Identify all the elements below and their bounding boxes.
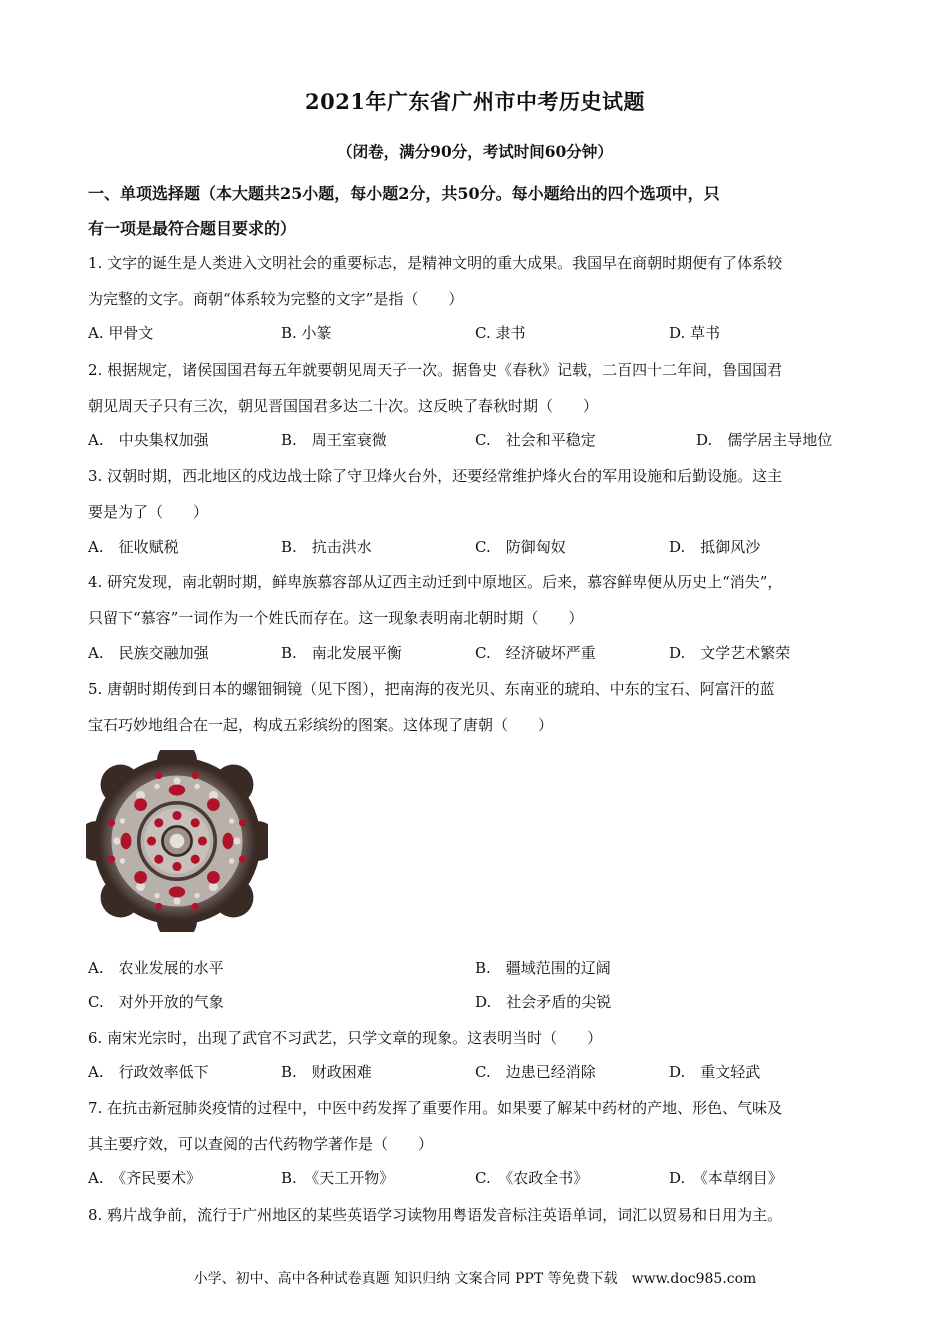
- option-c: C. 对外开放的气象: [88, 993, 224, 1011]
- option-a: A. 行政效率低下: [88, 1063, 209, 1081]
- question-4-stem-line1: 4. 研究发现，南北朝时期，鲜卑族慕容部从辽西主动迁到中原地区。后来，慕容鲜卑便从历史上“消失”，: [88, 573, 783, 591]
- option-a: A. 民族交融加强: [88, 644, 209, 662]
- option-b: B. 《天工开物》: [281, 1169, 395, 1187]
- option-d: D. 草书: [669, 324, 721, 342]
- question-5-stem-line1: 5. 唐朝时期传到日本的螺钿铜镜（见下图），把南海的夜光贝、东南亚的琥珀、中东的宝石、阿富汗的蓝: [88, 680, 775, 698]
- option-b: B. 小篆: [281, 324, 332, 342]
- question-3-stem-line1: 3. 汉朝时期，西北地区的戍边战士除了守卫烽火台外，还要经常维护烽火台的军用设施和后勤设施。这主: [88, 467, 783, 485]
- option-b: B. 周王室衰微: [281, 431, 387, 449]
- tang-mirror-image: [86, 750, 268, 932]
- question-5-stem-line2: 宝石巧妙地组合在一起，构成五彩缤纷的图案。这体现了唐朝（ ）: [88, 716, 554, 734]
- option-a: A. 征收赋税: [88, 538, 179, 556]
- question-7-stem-line1: 7. 在抗击新冠肺炎疫情的过程中，中医中药发挥了重要作用。如果要了解某中药材的产地、形色、气味及: [88, 1099, 783, 1117]
- option-b: B. 南北发展平衡: [281, 644, 402, 662]
- exam-subtitle: （闭卷，满分90分，考试时间60分钟）: [337, 142, 613, 161]
- option-d: D. 重文轻武: [669, 1063, 761, 1081]
- question-4-stem-line2: 只留下“慕容”一词作为一个姓氏而存在。这一现象表明南北朝时期（ ）: [88, 609, 584, 627]
- question-2-stem-line1: 2. 根据规定，诸侯国国君每五年就要朝见周天子一次。据鲁史《春秋》记载，二百四十二年间，鲁国国君: [88, 361, 783, 379]
- question-7-stem-line2: 其主要疗效，可以查阅的古代药物学著作是（ ）: [88, 1135, 434, 1153]
- option-c: C. 社会和平稳定: [475, 431, 596, 449]
- question-8-stem-line1: 8. 鸦片战争前，流行于广州地区的某些英语学习读物用粤语发音标注英语单词，词汇以贸易和日用为主。: [88, 1206, 783, 1224]
- option-a: A. 农业发展的水平: [88, 959, 224, 977]
- section-heading-line2: 有一项是最符合题目要求的）: [88, 219, 297, 238]
- option-d: D. 文学艺术繁荣: [669, 644, 791, 662]
- question-1-stem-line1: 1. 文字的诞生是人类进入文明社会的重要标志，是精神文明的重大成果。我国早在商朝时期便有了体系较: [88, 254, 783, 272]
- option-c: C. 经济破坏严重: [475, 644, 596, 662]
- option-b: B. 财政困难: [281, 1063, 372, 1081]
- option-c: C. 隶书: [475, 324, 526, 342]
- option-c: C. 防御匈奴: [475, 538, 566, 556]
- option-a: A. 甲骨文: [88, 324, 154, 342]
- option-b: B. 抗击洪水: [281, 538, 372, 556]
- question-3-stem-line2: 要是为了（ ）: [88, 503, 209, 521]
- option-d: D. 《本草纲目》: [669, 1169, 783, 1187]
- option-a: A. 中央集权加强: [88, 431, 209, 449]
- option-d: D. 社会矛盾的尖锐: [475, 993, 612, 1011]
- option-d: D. 儒学居主导地位: [696, 431, 833, 449]
- option-c: C. 《农政全书》: [475, 1169, 589, 1187]
- question-2-stem-line2: 朝见周天子只有三次，朝见晋国国君多达二十次。这反映了春秋时期（ ）: [88, 397, 599, 415]
- option-a: A. 《齐民要术》: [88, 1169, 202, 1187]
- section-heading-line1: 一、单项选择题（本大题共25小题，每小题2分，共50分。每小题给出的四个选项中，只: [88, 184, 720, 203]
- option-b: B. 疆域范围的辽阔: [475, 959, 611, 977]
- page-footer: 小学、初中、高中各种试卷真题 知识归纳 文案合同 PPT 等免费下载 www.doc985.com: [193, 1271, 757, 1287]
- option-d: D. 抵御风沙: [669, 538, 761, 556]
- exam-title: 2021年广东省广州市中考历史试题: [305, 89, 645, 114]
- option-c: C. 边患已经消除: [475, 1063, 596, 1081]
- question-1-stem-line2: 为完整的文字。商朝“体系较为完整的文字”是指（ ）: [88, 290, 464, 308]
- question-6-stem-line1: 6. 南宋光宗时，出现了武官不习武艺，只学文章的现象。这表明当时（ ）: [88, 1029, 603, 1047]
